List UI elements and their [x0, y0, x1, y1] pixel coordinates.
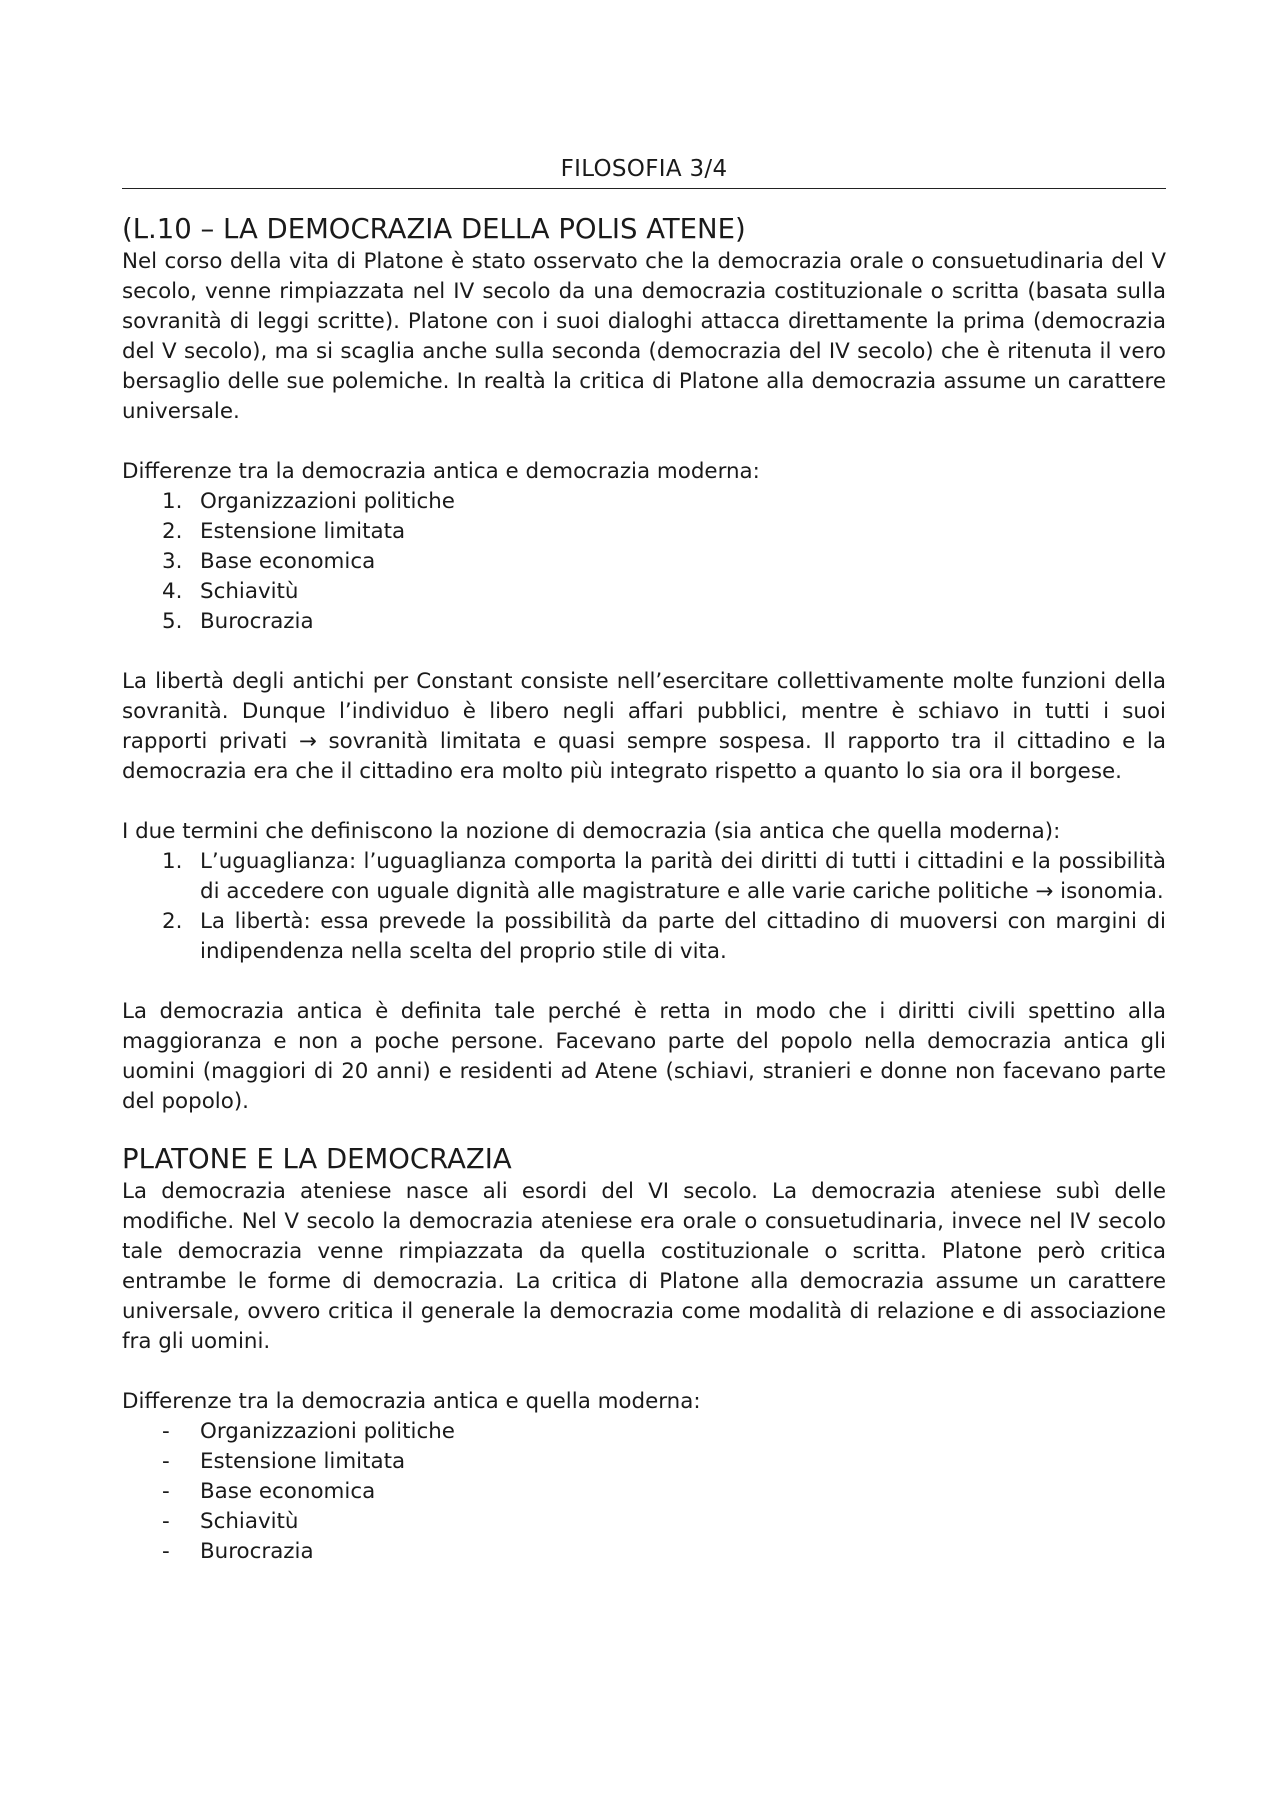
list-intro-termini: I due termini che definiscono la nozione di democrazia (sia antica che quella moderna): [122, 819, 1061, 844]
document-page [122, 152, 1166, 1567]
list-intro-differenze-moderna: Differenze tra la democrazia antica e quella moderna: [122, 1389, 701, 1414]
spacer [122, 787, 1166, 817]
paragraph-platone-democrazia: Nel corso della vita di Platone è stato osservato che la democrazia orale o consuetudinaria del V secolo, venne rimpiazzata nel IV secolo da una democrazia costituzionale o scritta (basata sulla sovranità di leggi scritte). Platone con i suoi dialoghi attacca direttamente la prima (democrazia del V secolo), ma si scaglia anche sulla seconda (democrazia del IV secolo) che è ritenuta il vero bersaglio delle sue polemiche. In realtà la critica di Platone alla democrazia assume un carattere universale. [122, 249, 1166, 424]
list-item: - Organizzazioni politiche [162, 1419, 455, 1444]
spacer [122, 427, 1166, 457]
list-item: 5. Burocrazia [162, 609, 314, 634]
section-heading-democrazia-polis: (L.10 – LA DEMOCRAZIA DELLA POLIS ATENE) [122, 213, 746, 245]
numbered-list-differenze [122, 487, 1166, 637]
numbered-list-termini [122, 847, 1166, 967]
page-header: FILOSOFIA 3/4 [122, 152, 1166, 189]
list-item: - Base economica [162, 1479, 376, 1504]
list-item: 4. Schiavitù [162, 579, 299, 604]
spacer [122, 967, 1166, 997]
list-item: - Schiavitù [162, 1509, 299, 1534]
list-item: - Estensione limitata [162, 1449, 406, 1474]
paragraph-liberta-antichi: La libertà degli antichi per Constant consiste nell’esercitare collettivamente molte funzioni della sovranità. Dunque l’individuo è libero negli affari pubblici, mentre è schiavo in tutti i suoi rapporti privati → sovranità limitata e quasi sempre sospesa. Il rapporto tra il cittadino e la democrazia era che il cittadino era molto più integrato rispetto a quanto lo sia ora il borgese. [122, 669, 1166, 784]
spacer [122, 1357, 1166, 1387]
list-item: 2. Estensione limitata [162, 519, 406, 544]
list-intro-differenze: Differenze tra la democrazia antica e democrazia moderna: [122, 459, 760, 484]
paragraph-democrazia-ateniese: La democrazia ateniese nasce ali esordi del VI secolo. La democrazia ateniese subì delle modifiche. Nel V secolo la democrazia ateniese era orale o consuetudinaria, invece nel IV secolo tale democrazia venne rimpiazzata da quella costituzionale o scritta. Platone però critica entrambe le forme di democrazia. La critica di Platone alla democrazia assume un carattere universale, ovvero critica il generale la democrazia come modalità di relazione e di associazione fra gli uomini. [122, 1179, 1166, 1354]
list-item: - Burocrazia [162, 1539, 314, 1564]
list-item: 1. Organizzazioni politiche [162, 489, 455, 514]
list-item: 2. La libertà: essa prevede la possibilità da parte del cittadino di muoversi con margini di indipendenza nella scelta del proprio stile di vita. [162, 909, 1166, 964]
section-heading-platone-democrazia: PLATONE E LA DEMOCRAZIA [122, 1143, 512, 1175]
spacer [122, 637, 1166, 667]
list-item: 3. Base economica [162, 549, 376, 574]
dashed-list-differenze [122, 1417, 1166, 1567]
paragraph-democrazia-antica: La democrazia antica è definita tale perché è retta in modo che i diritti civili spettino alla maggioranza e non a poche persone. Facevano parte del popolo nella democrazia antica gli uomini (maggiori di 20 anni) e residenti ad Atene (schiavi, stranieri e donne non facevano parte del popolo). [122, 999, 1166, 1114]
list-item: 1. L’uguaglianza: l’uguaglianza comporta la parità dei diritti di tutti i cittadini e la possibilità di accedere con uguale dignità alle magistrature e alle varie cariche politiche → isonomia. [162, 849, 1166, 904]
